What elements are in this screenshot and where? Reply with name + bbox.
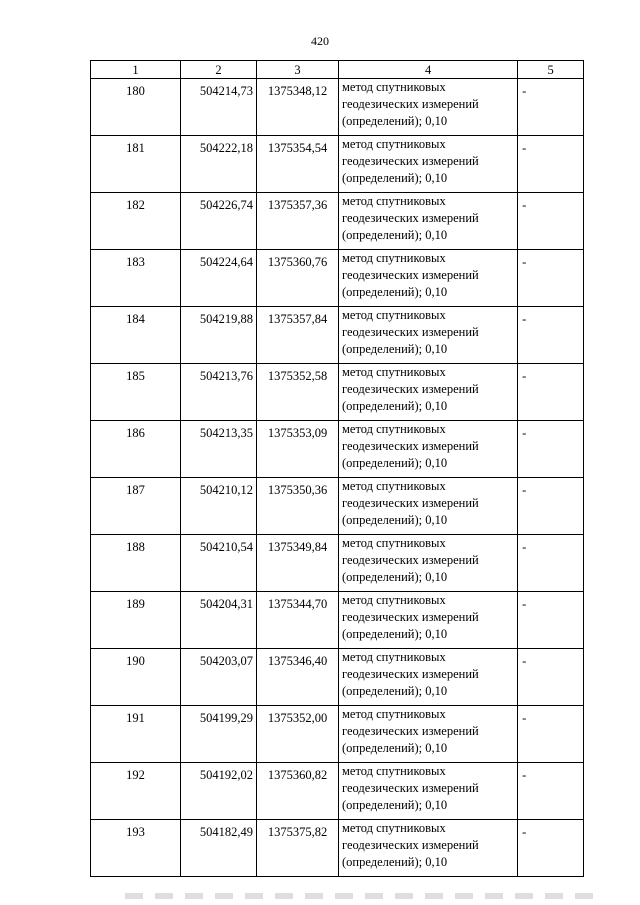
column-header-5: 5 [518, 61, 584, 79]
method-cell [339, 421, 518, 478]
method-line: геодезических измерений [342, 781, 479, 795]
coordinate-y-cell: 1375353,09 [257, 421, 339, 478]
method-cell [339, 535, 518, 592]
coordinate-x-cell: 504214,73 [181, 79, 257, 136]
method-line: геодезических измерений [342, 268, 479, 282]
coordinate-x-cell: 504210,12 [181, 478, 257, 535]
method-line: (определений); 0,10 [342, 114, 448, 128]
method-line: геодезических измерений [342, 154, 479, 168]
column-5-cell: - [518, 478, 584, 535]
point-number-cell: 180 [91, 79, 181, 136]
table-row [91, 763, 584, 820]
method-cell [339, 136, 518, 193]
table-header-row [91, 61, 584, 79]
method-line: метод спутниковых [342, 80, 446, 94]
coordinate-y-cell: 1375357,84 [257, 307, 339, 364]
point-number-cell: 184 [91, 307, 181, 364]
coordinate-x-cell: 504213,76 [181, 364, 257, 421]
method-cell [339, 820, 518, 877]
point-number-cell: 190 [91, 649, 181, 706]
table-row [91, 649, 584, 706]
method-line: геодезических измерений [342, 325, 479, 339]
method-line: геодезических измерений [342, 382, 479, 396]
table-row [91, 421, 584, 478]
method-cell [339, 649, 518, 706]
point-number-cell: 186 [91, 421, 181, 478]
method-line: геодезических измерений [342, 97, 479, 111]
coordinate-y-cell: 1375350,36 [257, 478, 339, 535]
coordinate-x-cell: 504224,64 [181, 250, 257, 307]
table-body [91, 79, 584, 877]
page-number: 420 [311, 34, 329, 48]
method-line: метод спутниковых [342, 821, 446, 835]
method-cell [339, 478, 518, 535]
method-line: геодезических измерений [342, 439, 479, 453]
coordinate-x-cell: 504192,02 [181, 763, 257, 820]
method-line: (определений); 0,10 [342, 741, 448, 755]
column-5-cell: - [518, 706, 584, 763]
point-number-cell: 185 [91, 364, 181, 421]
coordinate-y-cell: 1375349,84 [257, 535, 339, 592]
method-cell [339, 592, 518, 649]
table-row [91, 820, 584, 877]
method-line: геодезических измерений [342, 724, 479, 738]
method-line: метод спутниковых [342, 593, 446, 607]
column-5-cell: - [518, 592, 584, 649]
method-line: метод спутниковых [342, 365, 446, 379]
method-line: геодезических измерений [342, 211, 479, 225]
column-header-3: 3 [257, 61, 339, 79]
table-row [91, 79, 584, 136]
method-line: метод спутниковых [342, 536, 446, 550]
table-row [91, 250, 584, 307]
column-5-cell: - [518, 136, 584, 193]
coordinate-y-cell: 1375357,36 [257, 193, 339, 250]
table-row [91, 535, 584, 592]
coordinate-y-cell: 1375352,58 [257, 364, 339, 421]
coordinate-x-cell: 504219,88 [181, 307, 257, 364]
method-line: геодезических измерений [342, 667, 479, 681]
point-number-cell: 193 [91, 820, 181, 877]
coordinate-y-cell: 1375344,70 [257, 592, 339, 649]
coordinate-y-cell: 1375375,82 [257, 820, 339, 877]
method-line: (определений); 0,10 [342, 798, 448, 812]
coordinate-x-cell: 504204,31 [181, 592, 257, 649]
column-5-cell: - [518, 193, 584, 250]
method-line: геодезических измерений [342, 553, 479, 567]
column-header-1: 1 [91, 61, 181, 79]
column-5-cell: - [518, 79, 584, 136]
coordinate-y-cell: 1375346,40 [257, 649, 339, 706]
coordinate-x-cell: 504199,29 [181, 706, 257, 763]
method-line: метод спутниковых [342, 308, 446, 322]
point-number-cell: 192 [91, 763, 181, 820]
method-cell [339, 763, 518, 820]
method-cell [339, 193, 518, 250]
method-line: метод спутниковых [342, 707, 446, 721]
column-5-cell: - [518, 535, 584, 592]
column-5-cell: - [518, 307, 584, 364]
point-number-cell: 181 [91, 136, 181, 193]
method-line: метод спутниковых [342, 479, 446, 493]
method-cell [339, 79, 518, 136]
method-line: геодезических измерений [342, 610, 479, 624]
column-5-cell: - [518, 649, 584, 706]
coordinate-y-cell: 1375348,12 [257, 79, 339, 136]
column-5-cell: - [518, 250, 584, 307]
coordinate-x-cell: 504210,54 [181, 535, 257, 592]
column-5-cell: - [518, 763, 584, 820]
column-5-cell: - [518, 820, 584, 877]
method-line: (определений); 0,10 [342, 570, 448, 584]
coordinate-y-cell: 1375360,82 [257, 763, 339, 820]
point-number-cell: 182 [91, 193, 181, 250]
column-header-4: 4 [339, 61, 518, 79]
table-row [91, 193, 584, 250]
table-row [91, 592, 584, 649]
method-cell [339, 250, 518, 307]
method-line: (определений); 0,10 [342, 627, 448, 641]
method-line: метод спутниковых [342, 194, 446, 208]
coordinate-y-cell: 1375360,76 [257, 250, 339, 307]
method-cell [339, 307, 518, 364]
method-cell [339, 706, 518, 763]
coordinate-x-cell: 504226,74 [181, 193, 257, 250]
method-line: метод спутниковых [342, 422, 446, 436]
method-line: (определений); 0,10 [342, 456, 448, 470]
method-line: (определений); 0,10 [342, 171, 448, 185]
table-row [91, 478, 584, 535]
coordinate-x-cell: 504182,49 [181, 820, 257, 877]
point-number-cell: 189 [91, 592, 181, 649]
method-line: (определений); 0,10 [342, 399, 448, 413]
column-5-cell: - [518, 421, 584, 478]
coordinate-x-cell: 504213,35 [181, 421, 257, 478]
point-number-cell: 187 [91, 478, 181, 535]
table-row [91, 307, 584, 364]
coordinates-table [90, 60, 584, 877]
point-number-cell: 191 [91, 706, 181, 763]
method-line: (определений); 0,10 [342, 684, 448, 698]
scan-artifact [125, 893, 595, 899]
method-line: метод спутниковых [342, 251, 446, 265]
method-line: геодезических измерений [342, 838, 479, 852]
method-line: метод спутниковых [342, 650, 446, 664]
column-header-2: 2 [181, 61, 257, 79]
coordinate-x-cell: 504203,07 [181, 649, 257, 706]
method-line: (определений); 0,10 [342, 285, 448, 299]
coordinate-y-cell: 1375352,00 [257, 706, 339, 763]
method-cell [339, 364, 518, 421]
method-line: метод спутниковых [342, 764, 446, 778]
method-line: (определений); 0,10 [342, 513, 448, 527]
point-number-cell: 183 [91, 250, 181, 307]
method-line: (определений); 0,10 [342, 228, 448, 242]
method-line: (определений); 0,10 [342, 342, 448, 356]
table-row [91, 364, 584, 421]
coordinate-y-cell: 1375354,54 [257, 136, 339, 193]
method-line: метод спутниковых [342, 137, 446, 151]
table-row [91, 706, 584, 763]
method-line: (определений); 0,10 [342, 855, 448, 869]
point-number-cell: 188 [91, 535, 181, 592]
column-5-cell: - [518, 364, 584, 421]
method-line: геодезических измерений [342, 496, 479, 510]
coordinate-x-cell: 504222,18 [181, 136, 257, 193]
table-row [91, 136, 584, 193]
